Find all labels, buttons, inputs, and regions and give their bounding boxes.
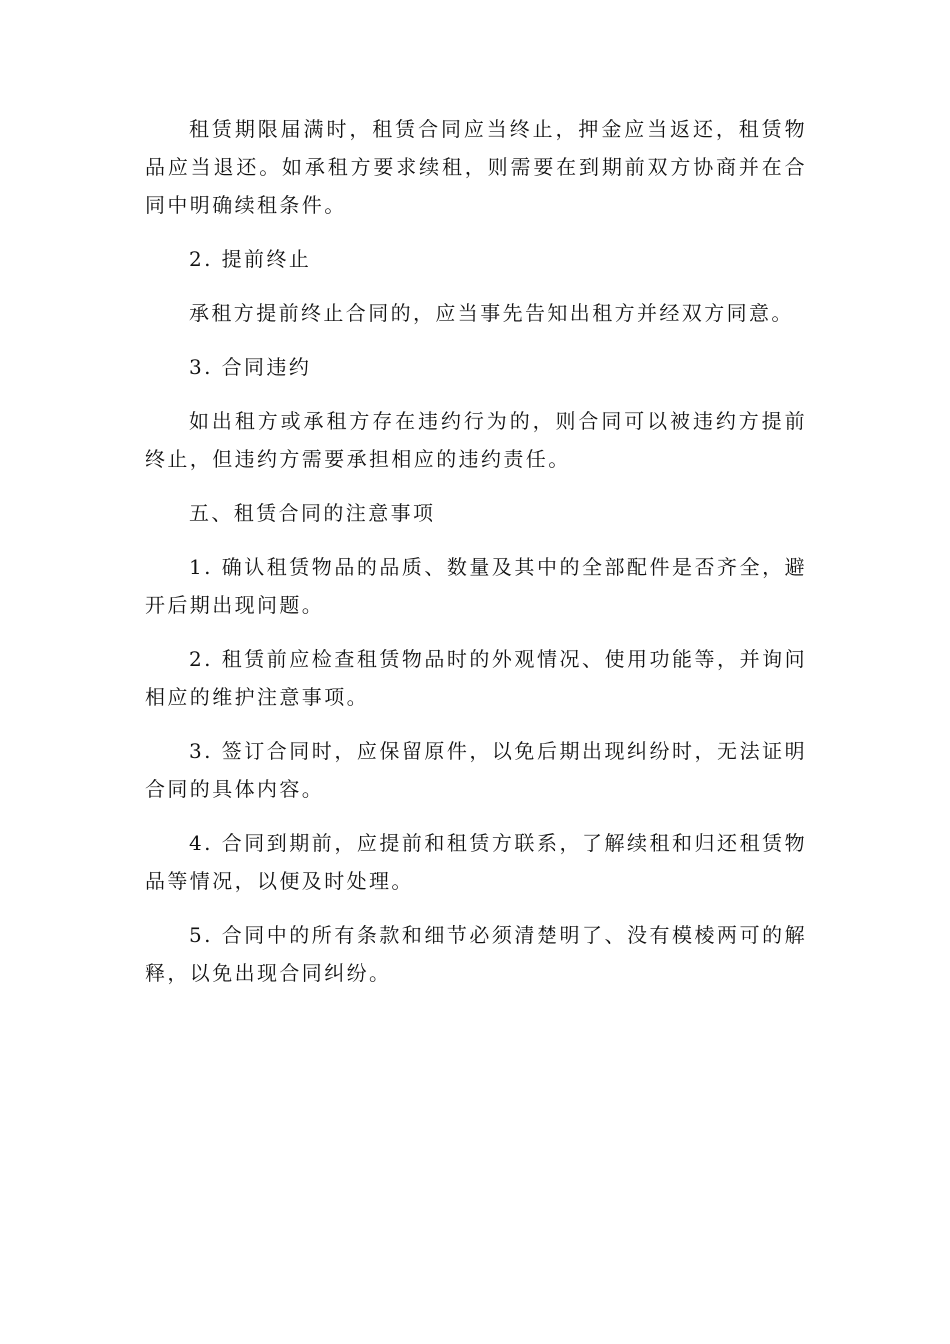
heading-early-termination: 2. 提前终止 <box>189 247 312 271</box>
precaution-item-2: 2. 租赁前应检查租赁物品时的外观情况、使用功能等，并询问相应的维护注意事项。 <box>145 647 807 709</box>
document-body <box>145 110 807 992</box>
paragraph-lease-expiry: 租赁期限届满时，租赁合同应当终止，押金应当返还，租赁物品应当退还。如承租方要求续租，则需要在到期前双方协商并在合同中明确续租条件。 <box>145 117 807 217</box>
precaution-item-5: 5. 合同中的所有条款和细节必须清楚明了、没有模棱两可的解释，以免出现合同纠纷。 <box>145 923 807 985</box>
section-heading-precautions: 五、租赁合同的注意事项 <box>189 501 436 525</box>
precaution-item-3: 3. 签订合同时，应保留原件，以免后期出现纠纷时，无法证明合同的具体内容。 <box>145 739 807 801</box>
precaution-item-4: 4. 合同到期前，应提前和租赁方联系，了解续租和归还租赁物品等情况，以便及时处理。 <box>145 831 807 893</box>
paragraph-contract-breach: 如出租方或承租方存在违约行为的，则合同可以被违约方提前终止，但违约方需要承担相应的违约责任。 <box>145 409 807 471</box>
paragraph-early-termination: 承租方提前终止合同的，应当事先告知出租方并经双方同意。 <box>189 301 794 325</box>
precaution-item-1: 1. 确认租赁物品的品质、数量及其中的全部配件是否齐全，避开后期出现问题。 <box>145 555 807 617</box>
heading-contract-breach: 3. 合同违约 <box>189 355 312 379</box>
